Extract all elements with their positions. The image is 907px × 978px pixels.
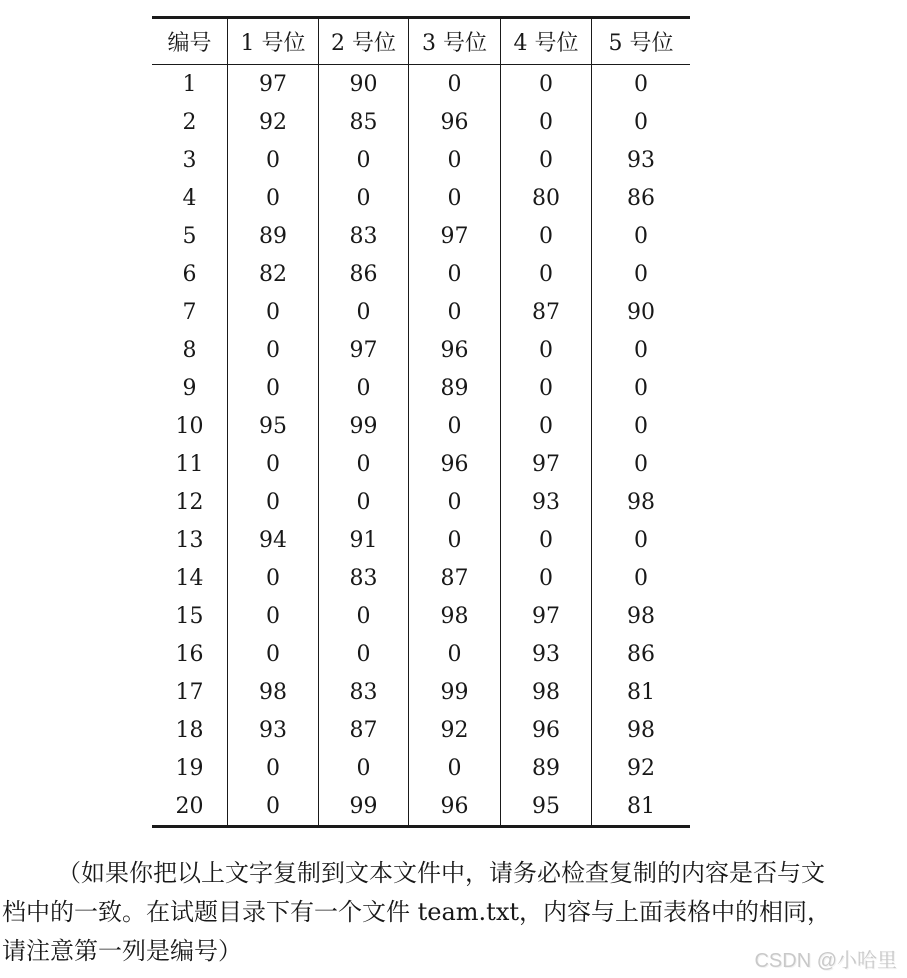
score-cell: 0 <box>409 483 501 521</box>
row-id-cell: 8 <box>182 337 197 363</box>
table-row <box>152 103 690 141</box>
table-row <box>152 141 690 179</box>
score-cell: 0 <box>319 635 409 673</box>
score-cell: 0 <box>228 597 319 635</box>
score-cell: 0 <box>592 369 691 407</box>
score-cell: 92 <box>409 711 501 749</box>
score-cell: 96 <box>409 445 501 483</box>
csdn-watermark: CSDN @小哈里 <box>754 950 897 972</box>
score-cell: 0 <box>501 141 592 179</box>
score-cell: 0 <box>409 293 501 331</box>
column-header: 1 号位 <box>228 18 319 65</box>
score-cell: 93 <box>501 483 592 521</box>
score-cell: 98 <box>228 673 319 711</box>
score-cell: 94 <box>228 521 319 559</box>
score-cell: 89 <box>501 749 592 787</box>
score-cell: 0 <box>501 559 592 597</box>
score-cell: 81 <box>592 673 691 711</box>
note-line: 档中的一致。在试题目录下有一个文件 team.txt，内容与上面表格中的相同， <box>2 898 831 926</box>
score-cell: 0 <box>228 635 319 673</box>
score-cell: 0 <box>228 787 319 827</box>
row-id-cell: 13 <box>175 527 204 553</box>
row-id-cell: 19 <box>175 755 204 781</box>
score-cell: 0 <box>501 331 592 369</box>
score-cell: 92 <box>592 749 691 787</box>
score-cell: 99 <box>409 673 501 711</box>
score-cell: 0 <box>501 65 592 104</box>
score-cell: 89 <box>228 217 319 255</box>
score-cell: 93 <box>501 635 592 673</box>
score-cell: 0 <box>319 445 409 483</box>
score-cell: 0 <box>409 65 501 104</box>
score-cell: 92 <box>228 103 319 141</box>
score-cell: 0 <box>409 749 501 787</box>
score-cell: 0 <box>228 559 319 597</box>
score-cell: 0 <box>501 217 592 255</box>
score-cell: 82 <box>228 255 319 293</box>
table-row <box>152 673 690 711</box>
score-cell: 95 <box>228 407 319 445</box>
note-line: （如果你把以上文字复制到文本文件中，请务必检查复制的内容是否与文 <box>57 859 825 887</box>
score-cell: 0 <box>409 635 501 673</box>
score-cell: 0 <box>409 521 501 559</box>
table-row <box>152 483 690 521</box>
column-header: 2 号位 <box>319 18 409 65</box>
score-cell: 95 <box>501 787 592 827</box>
score-cell: 0 <box>592 255 691 293</box>
score-cell: 85 <box>319 103 409 141</box>
score-cell: 97 <box>501 597 592 635</box>
score-cell: 0 <box>319 749 409 787</box>
score-cell: 83 <box>319 673 409 711</box>
score-cell: 0 <box>501 369 592 407</box>
score-cell: 97 <box>319 331 409 369</box>
table-header-row <box>152 18 690 65</box>
note-line: 请注意第一列是编号） <box>2 937 242 965</box>
score-cell: 87 <box>319 711 409 749</box>
note-paragraph <box>2 854 872 971</box>
row-id-cell: 9 <box>182 375 197 401</box>
score-cell: 83 <box>319 559 409 597</box>
score-cell: 86 <box>592 635 691 673</box>
row-id-cell: 14 <box>175 565 204 591</box>
score-cell: 0 <box>228 445 319 483</box>
row-id-cell: 15 <box>175 603 204 629</box>
score-cell: 93 <box>592 141 691 179</box>
score-cell: 0 <box>319 179 409 217</box>
score-table <box>152 16 690 828</box>
table-row <box>152 331 690 369</box>
table-row <box>152 179 690 217</box>
score-cell: 0 <box>592 103 691 141</box>
score-cell: 0 <box>592 331 691 369</box>
row-id-cell: 2 <box>182 109 197 135</box>
score-cell: 0 <box>228 179 319 217</box>
score-cell: 0 <box>319 369 409 407</box>
row-id-cell: 6 <box>182 261 197 287</box>
table-row <box>152 445 690 483</box>
score-cell: 0 <box>319 597 409 635</box>
score-cell: 90 <box>319 65 409 104</box>
score-cell: 80 <box>501 179 592 217</box>
row-id-cell: 12 <box>175 489 204 515</box>
score-cell: 87 <box>409 559 501 597</box>
table-body <box>152 65 690 827</box>
score-cell: 0 <box>409 255 501 293</box>
score-cell: 0 <box>592 65 691 104</box>
table-row <box>152 597 690 635</box>
score-cell: 0 <box>592 445 691 483</box>
score-cell: 86 <box>319 255 409 293</box>
table-row <box>152 369 690 407</box>
score-cell: 99 <box>319 787 409 827</box>
row-id-cell: 5 <box>182 223 197 249</box>
score-cell: 81 <box>592 787 691 827</box>
score-cell: 91 <box>319 521 409 559</box>
table-row <box>152 407 690 445</box>
score-cell: 0 <box>592 559 691 597</box>
score-cell: 98 <box>501 673 592 711</box>
table-row <box>152 559 690 597</box>
row-id-cell: 3 <box>182 147 197 173</box>
row-id-cell: 1 <box>182 71 197 97</box>
table-row <box>152 293 690 331</box>
row-id-cell: 17 <box>175 679 204 705</box>
column-header: 5 号位 <box>592 18 691 65</box>
row-id-cell: 7 <box>182 299 197 325</box>
score-cell: 99 <box>319 407 409 445</box>
score-cell: 98 <box>409 597 501 635</box>
score-table-container <box>152 16 690 828</box>
score-cell: 98 <box>592 597 691 635</box>
table-row <box>152 255 690 293</box>
score-cell: 93 <box>228 711 319 749</box>
score-cell: 0 <box>228 483 319 521</box>
score-cell: 0 <box>228 141 319 179</box>
score-cell: 0 <box>228 293 319 331</box>
score-cell: 0 <box>228 749 319 787</box>
table-row <box>152 635 690 673</box>
score-cell: 86 <box>592 179 691 217</box>
column-header: 编号 <box>152 18 228 65</box>
table-row <box>152 65 690 104</box>
score-cell: 96 <box>501 711 592 749</box>
score-cell: 0 <box>501 255 592 293</box>
score-cell: 96 <box>409 103 501 141</box>
score-cell: 0 <box>501 521 592 559</box>
score-cell: 0 <box>501 407 592 445</box>
row-id-cell: 18 <box>175 717 204 743</box>
row-id-cell: 20 <box>175 793 204 819</box>
row-id-cell: 4 <box>182 185 197 211</box>
table-row <box>152 521 690 559</box>
score-cell: 0 <box>409 179 501 217</box>
column-header: 3 号位 <box>409 18 501 65</box>
score-cell: 90 <box>592 293 691 331</box>
score-cell: 0 <box>409 141 501 179</box>
score-cell: 0 <box>592 521 691 559</box>
table-row <box>152 711 690 749</box>
score-cell: 0 <box>592 217 691 255</box>
table-row <box>152 749 690 787</box>
score-cell: 87 <box>501 293 592 331</box>
score-cell: 0 <box>592 407 691 445</box>
score-cell: 97 <box>409 217 501 255</box>
score-cell: 98 <box>592 711 691 749</box>
table-row <box>152 217 690 255</box>
score-cell: 0 <box>501 103 592 141</box>
score-cell: 0 <box>228 369 319 407</box>
column-header: 4 号位 <box>501 18 592 65</box>
score-cell: 0 <box>319 293 409 331</box>
score-cell: 0 <box>319 141 409 179</box>
table-row <box>152 787 690 827</box>
score-cell: 96 <box>409 787 501 827</box>
score-cell: 98 <box>592 483 691 521</box>
row-id-cell: 10 <box>175 413 204 439</box>
score-cell: 96 <box>409 331 501 369</box>
score-cell: 97 <box>228 65 319 104</box>
row-id-cell: 16 <box>175 641 204 667</box>
row-id-cell: 11 <box>175 451 204 477</box>
score-cell: 0 <box>319 483 409 521</box>
score-cell: 0 <box>228 331 319 369</box>
score-cell: 97 <box>501 445 592 483</box>
score-cell: 89 <box>409 369 501 407</box>
score-cell: 0 <box>409 407 501 445</box>
score-cell: 83 <box>319 217 409 255</box>
